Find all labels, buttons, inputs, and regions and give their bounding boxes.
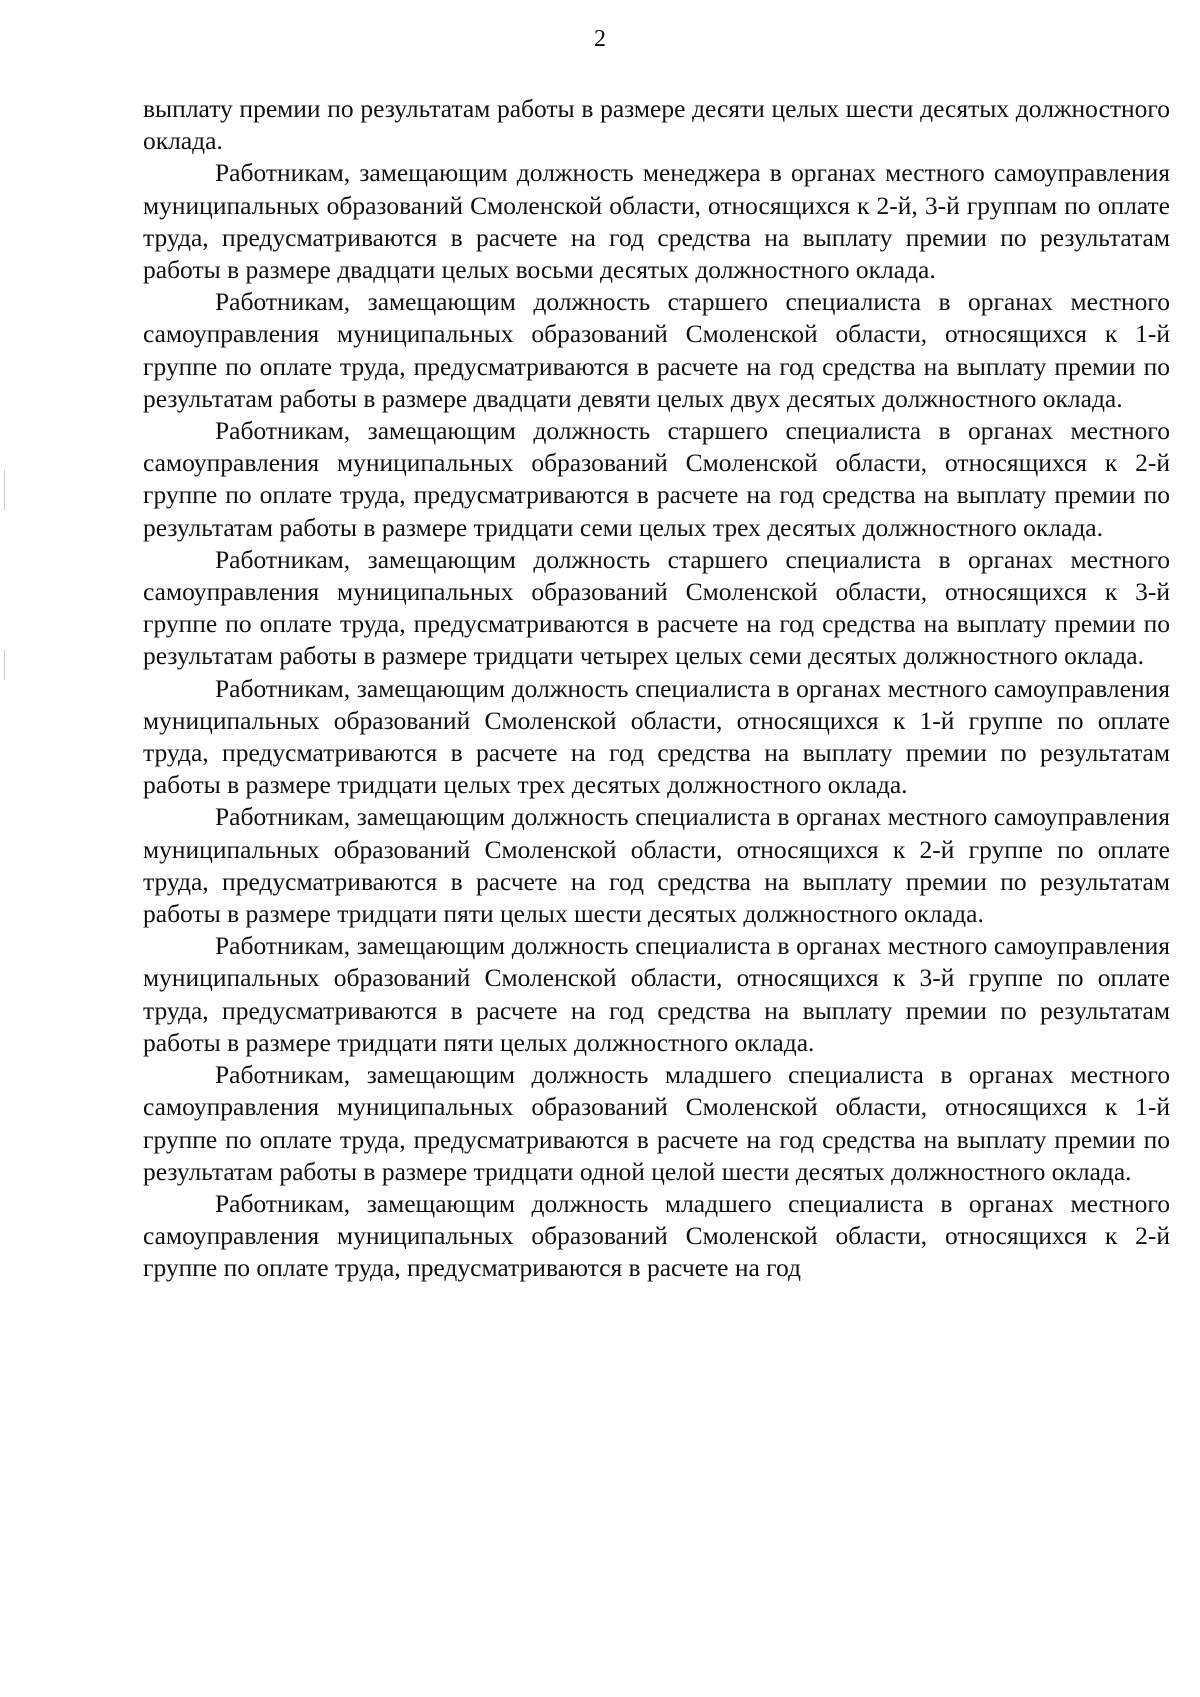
page-number: 2 [594, 26, 606, 52]
scan-margin-mark [4, 650, 5, 680]
paragraph-specialist-group-1: Работникам, замещающим должность специалиста в органах местного самоуправления муниципальных образований Смоленской области, относящихся к 1-й группе по оплате труда, предусматриваются в расчете на год средства на выплату премии по результатам работы в размере тридцати целых трех десятых должностного оклада. [143, 673, 1170, 800]
paragraph-specialist-group-3: Работникам, замещающим должность специалиста в органах местного самоуправления муниципальных образований Смоленской области, относящихся к 3-й группе по оплате труда, предусматриваются в расчете на год средства на выплату премии по результатам работы в размере тридцати пяти целых должностного оклада. [143, 931, 1170, 1057]
paragraph-senior-specialist-group-2: Работникам, замещающим должность старшего специалиста в органах местного самоуправления муниципальных образований Смоленской области, относящихся к 2-й группе по оплате труда, предусматриваются в расчете на год средства на выплату премии по результатам работы в размере тридцати семи целых трех десятых должностного оклада. [143, 416, 1170, 542]
paragraph-manager-groups-2-3: Работникам, замещающим должность менеджера в органах местного самоуправления муниципальных образований Смоленской области, относящихся к 2-й, 3-й группам по оплате труда, предусматриваются в расчете на год средства на выплату премии по результатам работы в размере двадцати целых восьми десятых должностного оклада. [143, 158, 1170, 285]
paragraph-continuation: выплату премии по результатам работы в размере десяти целых шести десятых должностного оклада. [143, 94, 1170, 156]
paragraph-junior-specialist-group-2: Работникам, замещающим должность младшего специалиста в органах местного самоуправления муниципальных образований Смоленской области, относящихся к 2-й группе по оплате труда, предусматриваются в расчете на год [143, 1188, 1170, 1283]
paragraph-senior-specialist-group-1: Работникам, замещающим должность старшего специалиста в органах местного самоуправления муниципальных образований Смоленской области, относящихся к 1-й группе по оплате труда, предусматриваются в расчете на год средства на выплату премии по результатам работы в размере двадцати девяти целых двух десятых должностного оклада. [143, 287, 1170, 413]
scan-margin-mark [4, 470, 5, 510]
document-body [143, 93, 1170, 1285]
paragraph-specialist-group-2: Работникам, замещающим должность специалиста в органах местного самоуправления муниципальных образований Смоленской области, относящихся к 2-й группе по оплате труда, предусматриваются в расчете на год средства на выплату премии по результатам работы в размере тридцати пяти целых шести десятых должностного оклада. [143, 802, 1170, 929]
paragraph-senior-specialist-group-3: Работникам, замещающим должность старшего специалиста в органах местного самоуправления муниципальных образований Смоленской области, относящихся к 3-й группе по оплате труда, предусматриваются в расчете на год средства на выплату премии по результатам работы в размере тридцати четырех целых семи десятых должностного оклада. [143, 544, 1170, 671]
paragraph-junior-specialist-group-1: Работникам, замещающим должность младшего специалиста в органах местного самоуправления муниципальных образований Смоленской области, относящихся к 1-й группе по оплате труда, предусматриваются в расчете на год средства на выплату премии по результатам работы в размере тридцати одной целой шести десятых должностного оклада. [143, 1060, 1170, 1186]
